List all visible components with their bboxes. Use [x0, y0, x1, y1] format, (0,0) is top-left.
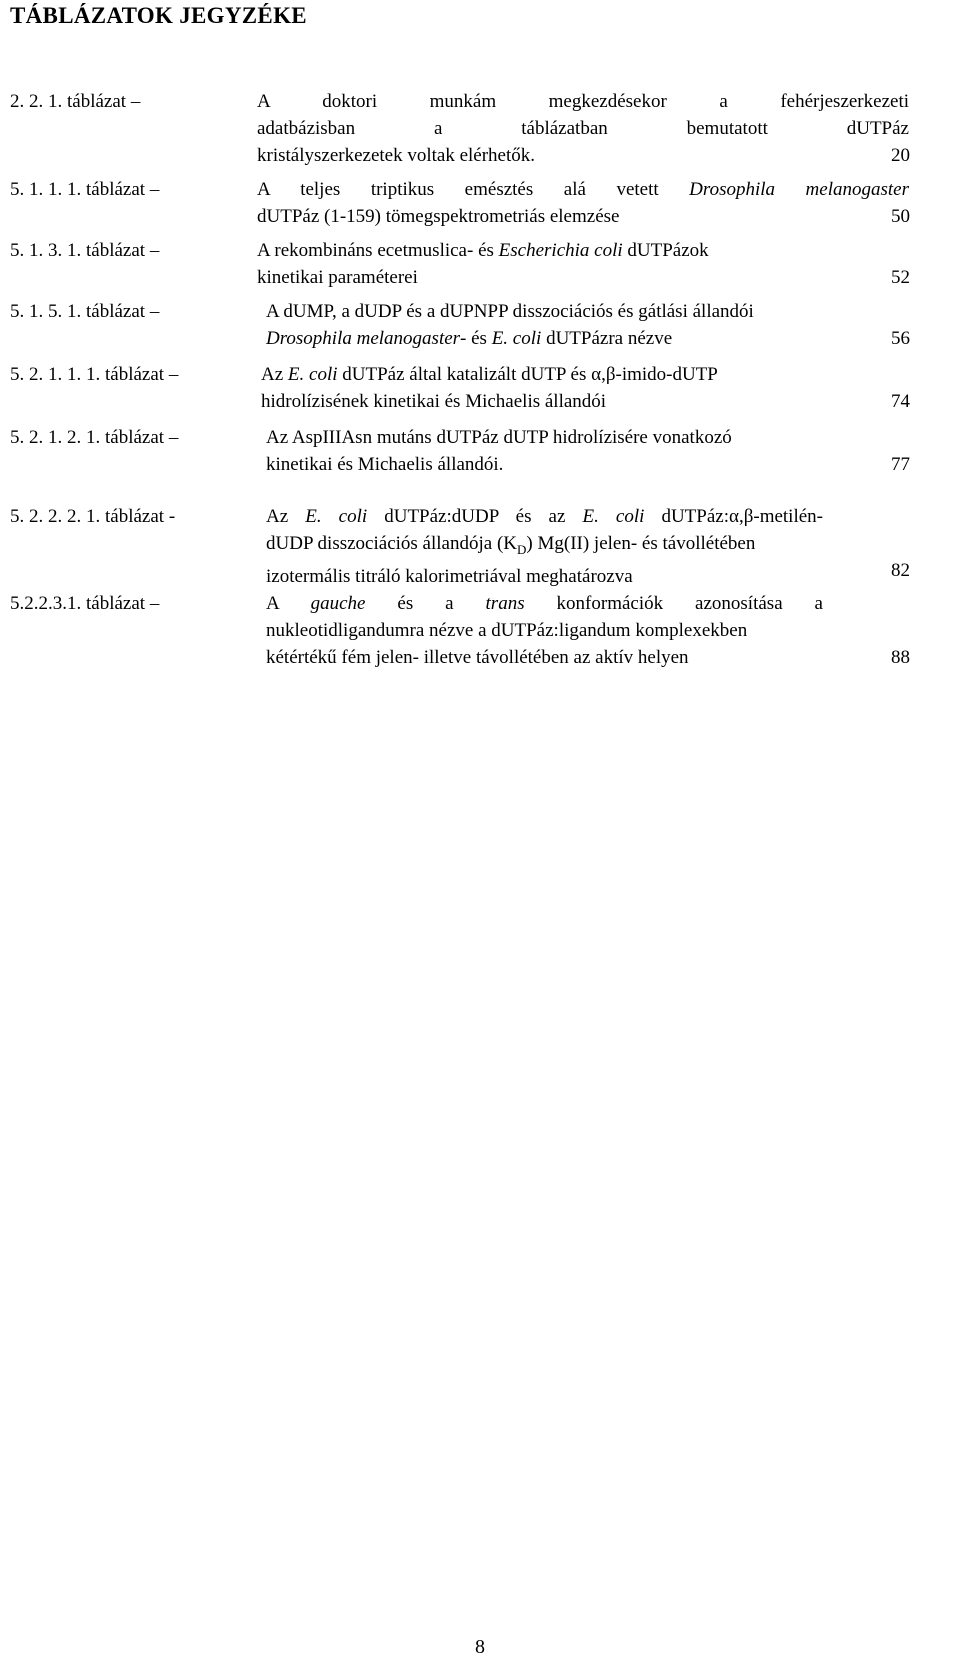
- page-reference: 20: [891, 145, 910, 166]
- caption-line: adatbázisban a táblázatban bemutatott dUTPáz: [257, 118, 909, 139]
- table-number: 5.2.2.3.1. táblázat –: [10, 593, 160, 614]
- page-reference: 88: [891, 647, 910, 668]
- page-reference: 77: [891, 454, 910, 475]
- caption-line: dUTPáz (1-159) tömegspektrometriás elemzése: [257, 206, 620, 227]
- caption-line: kinetikai paraméterei: [257, 267, 418, 288]
- caption-line: A doktori munkám megkezdésekor a fehérjeszerkezeti: [257, 91, 909, 112]
- page-reference: 74: [891, 391, 910, 412]
- caption-line: Az AspIIIAsn mutáns dUTPáz dUTP hidrolízisére vonatkozó: [266, 427, 732, 448]
- table-caption: [257, 237, 909, 291]
- table-caption: [266, 503, 823, 590]
- table-number: 2. 2. 1. táblázat –: [10, 91, 141, 112]
- caption-line: dUDP disszociációs állandója $(K_D)$ Mg(II) jelen- és távollétében: [266, 533, 756, 557]
- caption-line: kinetikai és Michaelis állandói.: [266, 454, 504, 475]
- caption-line: A rekombináns ecetmuslica- és Escherichia coli dUTPázok: [257, 240, 709, 261]
- caption-line: A gauche és a trans konformációk azonosítása a: [266, 593, 823, 614]
- table-number: 5. 2. 2. 2. 1. táblázat -: [10, 506, 176, 527]
- caption-line: izotermális titráló kalorimetriával meghatározva: [266, 565, 633, 587]
- page-reference: 50: [891, 206, 910, 227]
- caption-line: Drosophila melanogaster- és E. coli dUTPázra nézve: [266, 328, 673, 349]
- table-number: 5. 1. 3. 1. táblázat –: [10, 240, 160, 261]
- page-number: 8: [475, 1636, 485, 1658]
- table-number: 5. 2. 1. 2. 1. táblázat –: [10, 427, 179, 448]
- caption-line: Az E. coli dUTPáz:dUDP és az E. coli dUTPáz:α,β-metilén-: [266, 506, 824, 527]
- caption-line: hidrolízisének kinetikai és Michaelis állandói: [261, 391, 607, 412]
- table-caption: [257, 88, 909, 169]
- table-caption: [266, 298, 909, 352]
- table-number: 5. 1. 5. 1. táblázat –: [10, 301, 160, 322]
- table-caption: [257, 176, 909, 230]
- caption-line: nukleotidligandumra nézve a dUTPáz:ligandum komplexekben: [266, 620, 748, 641]
- page-reference: 82: [891, 560, 910, 581]
- table-caption: [261, 361, 909, 415]
- caption-line: kétértékű fém jelen- illetve távollétében az aktív helyen: [266, 647, 689, 668]
- caption-line: A teljes triptikus emésztés alá vetett Drosophila melanogaster: [257, 179, 909, 200]
- page-title: TÁBLÁZATOK JEGYZÉKE: [10, 3, 307, 28]
- table-caption: [266, 590, 823, 671]
- table-number: 5. 2. 1. 1. 1. táblázat –: [10, 364, 179, 385]
- caption-line: Az E. coli dUTPáz által katalizált dUTP és α,β-imido-dUTP: [261, 364, 718, 385]
- caption-line: A dUMP, a dUDP és a dUPNPP disszociációs és gátlási állandói: [266, 301, 754, 322]
- caption-line: kristályszerkezetek voltak elérhetők.: [257, 145, 536, 166]
- table-caption: [266, 424, 909, 478]
- page-reference: 56: [891, 328, 910, 349]
- table-number: 5. 1. 1. 1. táblázat –: [10, 179, 160, 200]
- page-reference: 52: [891, 267, 910, 288]
